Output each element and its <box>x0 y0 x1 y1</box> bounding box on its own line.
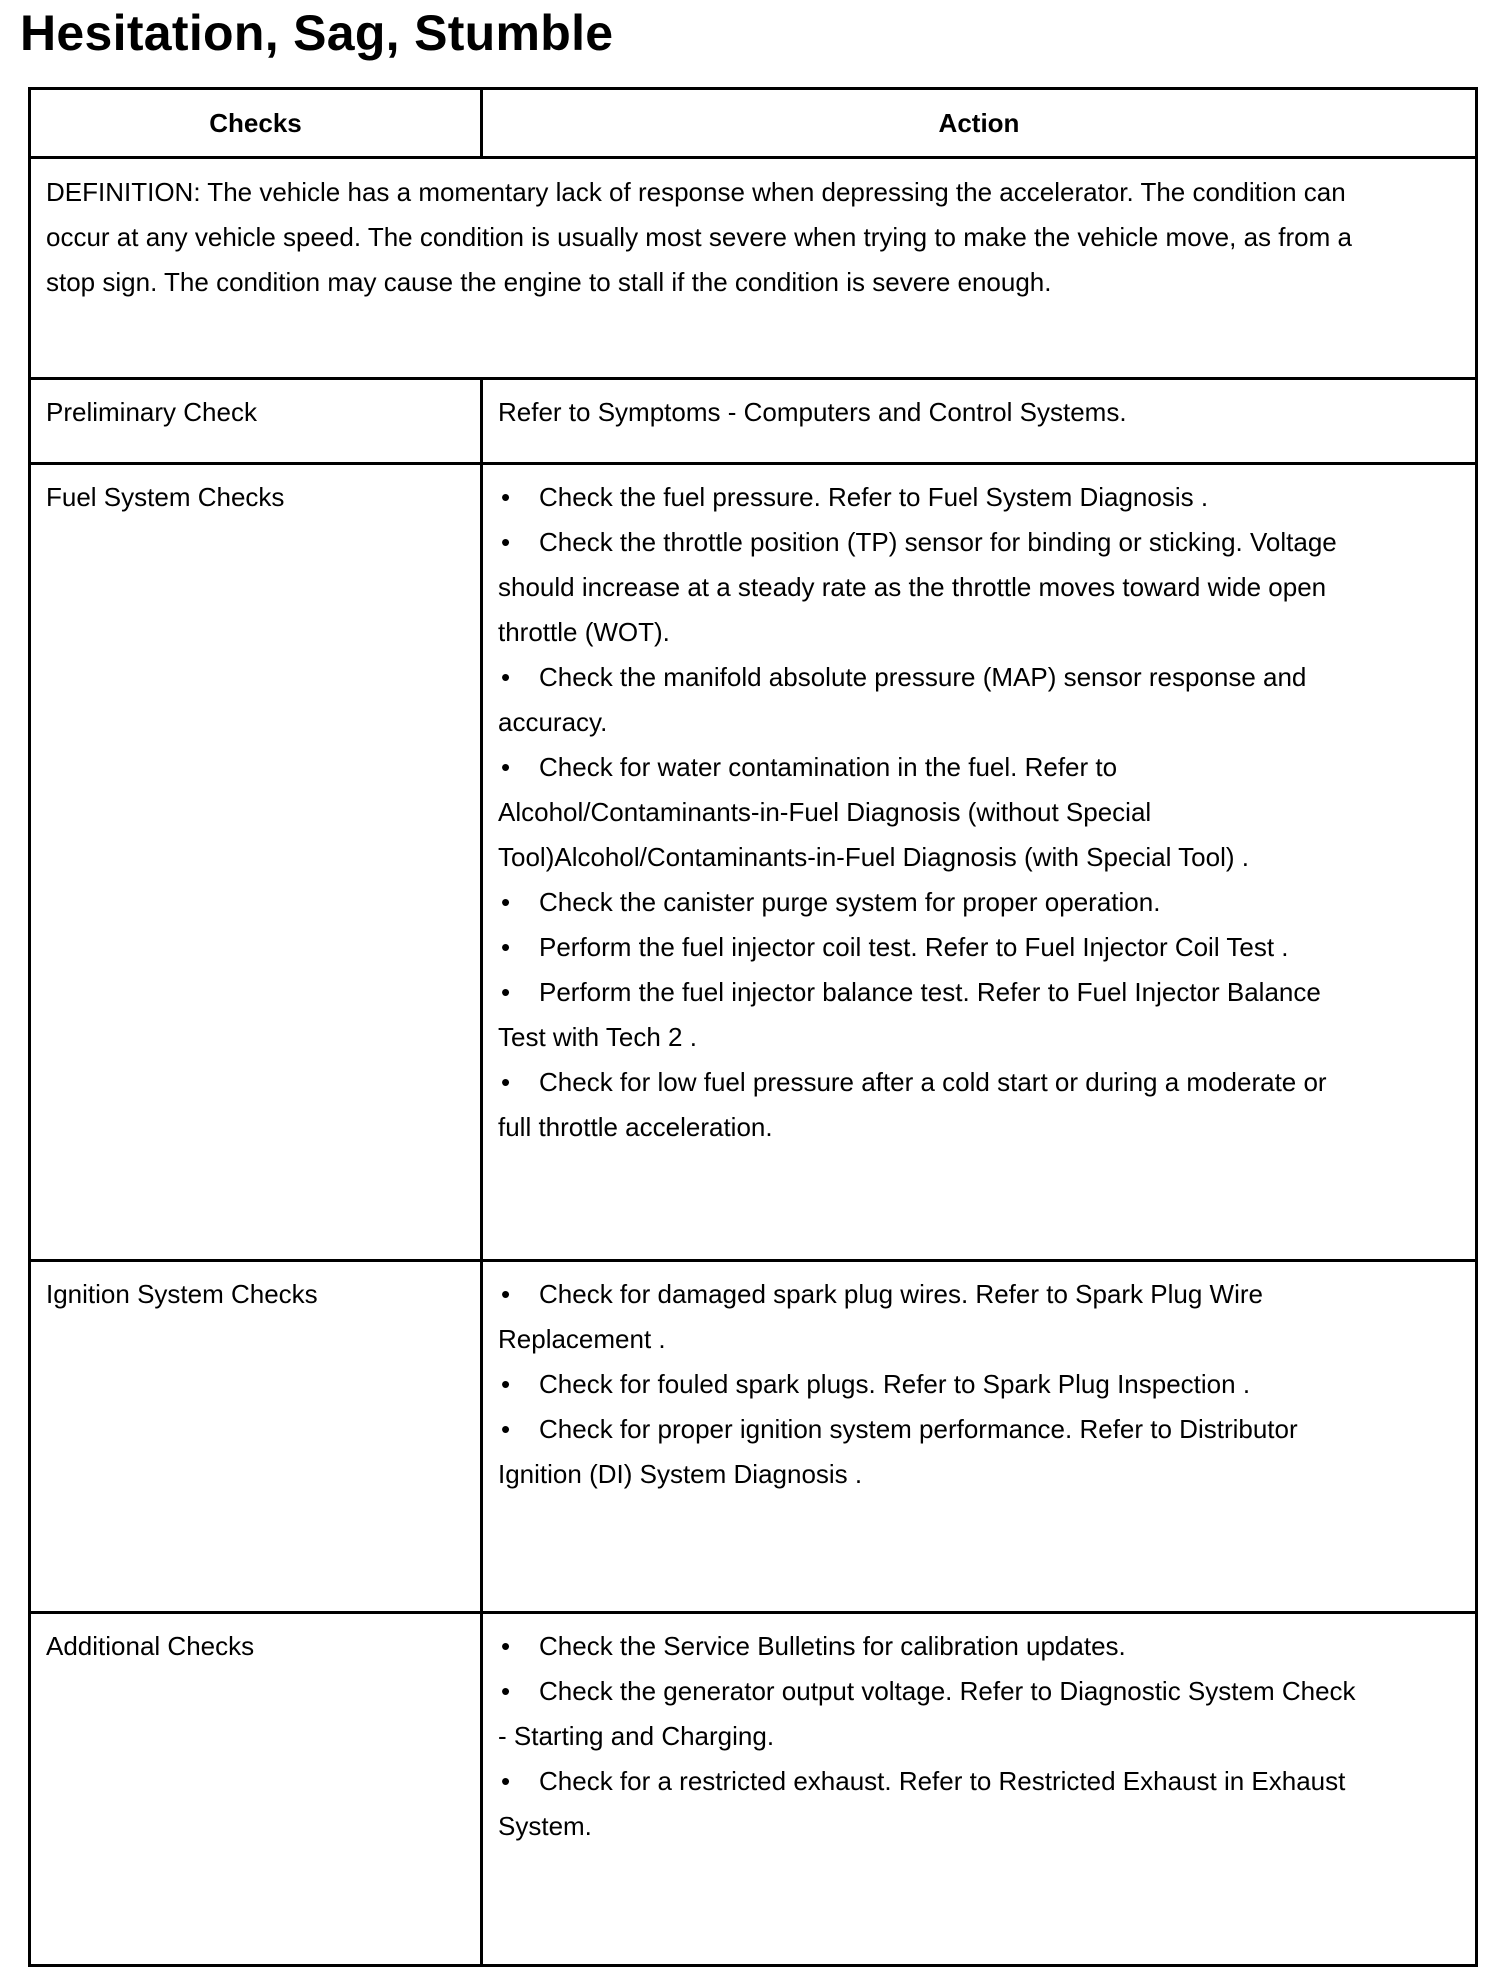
header-checks <box>30 89 482 158</box>
action-item-text: Check for low fuel pressure after a cold start or during a moderate or full throttle acceleration. <box>498 1067 1327 1142</box>
bullet-icon: • <box>501 1414 511 1444</box>
bullet-icon: • <box>501 977 511 1007</box>
bullet-icon: • <box>501 1676 511 1706</box>
bullet-icon: • <box>501 887 511 917</box>
action-item-text: Check the generator output voltage. Refer to Diagnostic System Check - Starting and Charging. <box>498 1676 1356 1751</box>
action-item-text: Check the Service Bulletins for calibration updates. <box>539 1631 1126 1661</box>
action-cell <box>482 1613 1477 1966</box>
action-item <box>498 745 1365 880</box>
action-item-text: Perform the fuel injector coil test. Refer to Fuel Injector Coil Test . <box>539 932 1289 962</box>
bullet-icon: • <box>501 482 511 512</box>
action-item <box>498 1060 1365 1150</box>
table-row-additional <box>30 1613 1477 1966</box>
table-row-ignition-system <box>30 1261 1477 1613</box>
table-row-preliminary <box>30 379 1477 464</box>
diagnosis-table <box>28 87 1478 1967</box>
check-name: Additional Checks <box>30 1613 482 1966</box>
definition-row <box>30 158 1477 379</box>
action-item-text: Check for a restricted exhaust. Refer to Restricted Exhaust in Exhaust System. <box>498 1766 1346 1841</box>
bullet-icon: • <box>501 1369 511 1399</box>
header-action-label: Action <box>938 108 1020 138</box>
bullet-icon: • <box>501 1766 511 1796</box>
action-item-text: Check the manifold absolute pressure (MAP) sensor response and accuracy. <box>498 662 1307 737</box>
action-text: Refer to Symptoms - Computers and Control Systems. <box>498 397 1127 427</box>
action-item-text: Perform the fuel injector balance test. Refer to Fuel Injector Balance Test with Tech 2 . <box>498 977 1321 1052</box>
bullet-icon: • <box>501 662 511 692</box>
action-item-text: Check for damaged spark plug wires. Refer to Spark Plug Wire Replacement . <box>498 1279 1263 1354</box>
action-item-text: Check the canister purge system for proper operation. <box>539 887 1161 917</box>
action-item-text: Check the fuel pressure. Refer to Fuel System Diagnosis . <box>539 482 1209 512</box>
action-item <box>498 1669 1365 1759</box>
action-item <box>498 1624 1365 1669</box>
check-name: Preliminary Check <box>30 379 482 464</box>
action-item <box>498 475 1365 520</box>
action-item <box>498 925 1365 970</box>
action-item-text: Check for proper ignition system performance. Refer to Distributor Ignition (DI) System Diagnosis . <box>498 1414 1298 1489</box>
action-cell <box>482 464 1477 1261</box>
table-header-row <box>30 89 1477 158</box>
action-item-text: Check for fouled spark plugs. Refer to Spark Plug Inspection . <box>539 1369 1251 1399</box>
action-item-text: Check for water contamination in the fuel. Refer to Alcohol/Contaminants-in-Fuel Diagnosis (without Special Tool)Alcohol/Contaminants-in-Fuel Diagnosis (with Special Tool) . <box>498 752 1249 872</box>
bullet-icon: • <box>501 1067 511 1097</box>
header-action <box>482 89 1477 158</box>
action-item <box>498 655 1365 745</box>
action-item <box>498 1759 1365 1849</box>
table-row-fuel-system <box>30 464 1477 1261</box>
check-name: Fuel System Checks <box>30 464 482 1261</box>
bullet-icon: • <box>501 527 511 557</box>
bullet-icon: • <box>501 752 511 782</box>
action-cell <box>482 1261 1477 1613</box>
action-item-text: Check the throttle position (TP) sensor for binding or sticking. Voltage should increase at a steady rate as the throttle moves toward wide open throttle (WOT). <box>498 527 1337 647</box>
definition-text: DEFINITION: The vehicle has a momentary lack of response when depressing the accelerator. The condition can occur at any vehicle speed. The condition is usually most severe when trying to make the vehicle move, as from a stop sign. The condition may cause the engine to stall if the condition is severe enough. <box>30 158 1477 379</box>
action-item <box>498 1272 1365 1362</box>
page-title: Hesitation, Sag, Stumble <box>20 5 614 61</box>
bullet-icon: • <box>501 1279 511 1309</box>
action-item <box>498 970 1365 1060</box>
action-item <box>498 880 1365 925</box>
action-item <box>498 1362 1365 1407</box>
action-item <box>498 1407 1365 1497</box>
action-item <box>498 520 1365 655</box>
bullet-icon: • <box>501 1631 511 1661</box>
header-checks-label: Checks <box>209 108 302 138</box>
check-name: Ignition System Checks <box>30 1261 482 1613</box>
bullet-icon: • <box>501 932 511 962</box>
action-cell <box>482 379 1477 464</box>
